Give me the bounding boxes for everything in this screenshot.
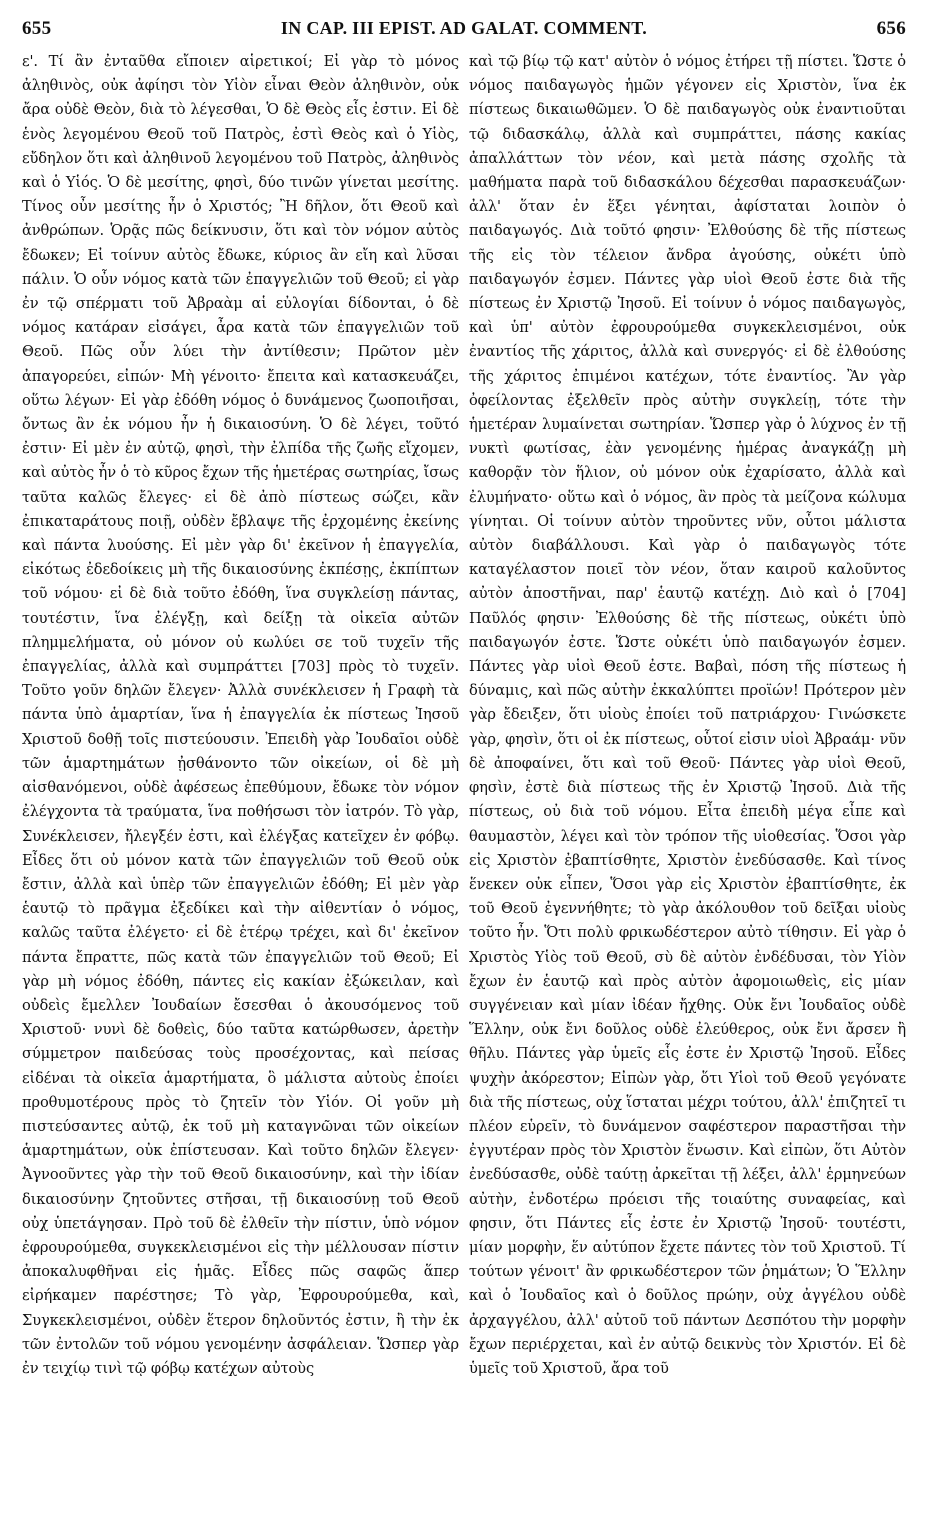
left-column-text: ε'. Τί ἂν ἐνταῦθα εἴποιεν αἱρετικοί; Εἰ γὰρ τὸ μόνος ἀληθινὸς, οὐκ ἀφίησι τὸν Υἱὸν εἶναι Θεὸν ἀληθινὸν, οὐκ ἄρα οὐδὲ Θεὸν, διὰ τὸ λέγεσθαι, Ὁ δὲ Θεὸς εἷς ἐστιν. Εἰ δὲ ἑνὸς λεγομένου Θεοῦ τοῦ Πατρὸς, ἐστὶ Θεὸς καὶ ὁ Υἱὸς, εὔδηλον ὅτι καὶ ἀληθινοῦ λεγομένου τοῦ Πατρὸς, ἀληθινὸς καὶ ὁ Υἱός. Ὁ δὲ μεσίτης, φησὶ, δύο τινῶν γίνεται μεσίτης. Τίνος οὖν μεσίτης ἦν ὁ Χριστός; Ἢ δῆλον, ὅτι Θεοῦ καὶ ἀνθρώπων. Ὁρᾷς πῶς δείκνυσιν, ὅτι καὶ τὸν νόμον αὐτὸς ἔδωκεν; Εἰ τοίνυν αὐτὸς ἔδωκε, κύριος ἂν εἴη καὶ λῦσαι πάλιν. Ὁ οὖν νόμος κατὰ τῶν ἐπαγγελιῶν τοῦ Θεοῦ; εἰ γὰρ ἐν τῷ σπέρματι τοῦ Ἀβραὰμ αἱ εὐλογίαι δίδονται, ὁ δὲ νόμος κατάραν εἰσάγει, ἆρα κατὰ τῶν ἐπαγγελιῶν τοῦ Θεοῦ. Πῶς οὖν λύει τὴν ἀντίθεσιν; Πρῶτον μὲν ἀπαγορεύει, εἰπών· Μὴ γένοιτο· ἔπειτα καὶ κατασκευάζει, οὕτω λέγων· Εἰ γὰρ ἐδόθη νόμος ὁ δυνάμενος ζωοποιῆσαι, ὄντως ἂν ἐκ νόμου ἦν ἡ δικαιοσύνη. Ὁ δὲ λέγει, τοῦτό ἐστιν· Εἰ μὲν ἐν αὐτῷ, φησὶ, τὴν ἐλπίδα τῆς ζωῆς εἴχομεν, καὶ αὐτὸς ἦν ὁ τὸ κῦρος ἔχων τῆς ἡμετέρας σωτηρίας, ἴσως ταῦτα καλῶς ἔλεγες· εἰ δὲ ἀπὸ πίστεως σώζει, κἂν ἐπικαταράτους ποιῇ, οὐδὲν ἔβλαψε τῆς ἐρχομένης ἐκείνης καὶ πάντα λυούσης. Εἰ μὲν γὰρ δι' ἐκεῖνον ἡ ἐπαγγελία, εἰκότως ἐδεδοίκεις μὴ τῆς δικαιοσύνης ἐκπέσῃς, ἐκπίπτων τοῦ νόμου· εἰ δὲ διὰ τοῦτο ἐδόθη, ἵνα συγκλείσῃ πάντας, τουτέστιν, ἵνα ἐλέγξῃ, καὶ δείξῃ τὰ οἰκεῖα αὐτῶν πλημμελήματα, οὐ μόνον οὐ κωλύει σε τοῦ τυχεῖν τῆς ἐπαγγελίας, ἀλλὰ καὶ συμπράττει [703] πρὸς τὸ τυχεῖν. Τοῦτο γοῦν δηλῶν ἔλεγεν· Ἀλλὰ συνέκλεισεν ἡ Γραφὴ τὰ πάντα ὑπὸ ἁμαρτίαν, ἵνα ἡ ἐπαγγελία ἐκ πίστεως Ἰησοῦ Χριστοῦ δοθῇ τοῖς πιστεύουσιν. Ἐπειδὴ γὰρ Ἰουδαῖοι οὐδὲ τῶν ἁμαρτημάτων ᾐσθάνοντο τῶν οἰκείων, οἱ δὲ μὴ αἰσθανόμενοι, οὐδὲ ἀφέσεως ἐπεθύμουν, ἔδωκε τὸν νόμον ἐλέγχοντα τὰ τραύματα, ἵνα ποθήσωσι τὸν ἰατρόν. Τὸ γὰρ, Συνέκλεισεν, ἤλεγξέν ἐστι, καὶ ἐλέγξας κατεῖχεν ἐν φόβῳ. Εἶδες ὅτι οὐ μόνον κατὰ τῶν ἐπαγγελιῶν τοῦ Θεοῦ οὐκ ἔστιν, ἀλλὰ καὶ ὑπὲρ τῶν ἐπαγγελιῶν ἐδόθη; Εἰ μὲν γὰρ ἑαυτῷ τὸ πρᾶγμα ἐξεδίκει καὶ τὴν αἰθεντίαν ὁ νόμος, καλῶς ταῦτα ἐλέγετο· εἰ δὲ ἑτέρῳ τρέχει, καὶ δι' ἐκεῖνον πάντα ἔπραττε, πῶς κατὰ τῶν ἐπαγγελιῶν τοῦ Θεοῦ; Εἰ γὰρ μὴ νόμος ἐδόθη, πάντες εἰς κακίαν ἐξώκειλαν, καὶ οὐδεὶς ἔμελλεν Ἰουδαίων ἔσεσθαι ὁ ἀκουσόμενος τοῦ Χριστοῦ· νυνὶ δὲ δοθεὶς, δύο ταῦτα κατώρθωσεν, ἀρετὴν σύμμετρον παιδεύσας τοὺς προσέχοντας, καὶ πείσας εἰδέναι τὰ οἰκεῖα ἁμαρτήματα, ὃ μάλιστα αὐτοὺς ἐποίει προθυμοτέρους πρὸς τὸ ζητεῖν τὸν Υἱόν. Οἱ γοῦν μὴ πιστεύσαντες αὐτῷ, ἐκ τοῦ μὴ καταγνῶναι τῶν οἰκείων ἁμαρτημάτων, οὐκ ἐπίστευσαν. Καὶ τοῦτο δηλῶν ἔλεγεν· Ἀγνοοῦντες γὰρ τὴν τοῦ Θεοῦ δικαιοσύνην, καὶ τὴν ἰδίαν δικαιοσύνην ζητοῦντες στῆσαι, τῇ δικαιοσύνῃ τοῦ Θεοῦ οὐχ ὑπετάγησαν. Πρὸ τοῦ δὲ ἐλθεῖν τὴν πίστιν, ὑπὸ νόμον ἐφρουρούμεθα, συγκεκλεισμένοι εἰς τὴν μέλλουσαν πίστιν ἀποκαλυφθῆναι εἰς ἡμᾶς. Εἶδες πῶς σαφῶς ἅπερ εἰρήκαμεν παρέστησε; Τὸ γὰρ, Ἐφρουρούμεθα, καὶ, Συγκεκλεισμένοι, οὐδὲν ἕτερον δηλοῦντός ἐστιν, ἢ τὴν ἐκ τῶν ἐντολῶν τοῦ νόμου γενομένην ἀσφάλειαν. Ὥσπερ γὰρ ἐν τειχίῳ τινὶ τῷ φόβῳ κατέχων αὐτοὺς (22, 53, 459, 1377)
page-number-left: 655 (22, 18, 52, 39)
left-column (22, 50, 459, 1381)
right-column (469, 50, 906, 1381)
running-title: IN CAP. III EPIST. AD GALAT. COMMENT. (280, 18, 648, 38)
running-header (22, 18, 906, 48)
right-column-text: καὶ τῷ βίῳ τῷ κατ' αὐτὸν ὁ νόμος ἐτήρει τῇ πίστει. Ὥστε ὁ νόμος παιδαγωγὸς ἡμῶν γέγονεν εἰς Χριστὸν, ἵνα ἐκ πίστεως δικαιωθῶμεν. Ὁ δὲ παιδαγωγὸς οὐκ ἐναντιοῦται τῷ διδασκάλῳ, ἀλλὰ καὶ συμπράττει, πάσης κακίας ἀπαλλάττων τὸν νέον, καὶ μετὰ πάσης σχολῆς τὰ μαθήματα παρὰ τοῦ διδασκάλου δέχεσθαι παρασκευάζων· ἀλλ' ὅταν ἐν ἕξει γένηται, ἀφίσταται λοιπὸν ὁ παιδαγωγός. Διὰ τοῦτό φησιν· Ἐλθούσης δὲ τῆς πίστεως τῆς εἰς τὸν τέλειον ἄνδρα ἀγούσης, οὐκέτι ὑπὸ παιδαγωγόν ἐσμεν. Πάντες γὰρ υἱοὶ Θεοῦ ἐστε διὰ τῆς πίστεως ἐν Χριστῷ Ἰησοῦ. Εἰ τοίνυν ὁ νόμος παιδαγωγὸς, καὶ ὑπ' αὐτὸν ἐφρουρούμεθα συγκεκλεισμένοι, οὐκ ἐναντίος τῆς χάριτος, ἀλλὰ καὶ συνεργός· εἰ δὲ ἐλθούσης τῆς χάριτος ἐπιμένοι κατέχων, τότε ἐναντίος. Ἂν γὰρ ὀφείλοντας ἐξελθεῖν πρὸς αὐτὴν συγκλείῃ, τότε τὴν ἡμετέραν λυμαίνεται σωτηρίαν. Ὥσπερ γὰρ ὁ λύχνος ἐν τῇ νυκτὶ φωτίσας, ἐὰν γενομένης ἡμέρας ἀναγκάζῃ μὴ καθορᾷν τὸν ἥλιον, οὐ μόνον οὐκ ἐχαρίσατο, ἀλλὰ καὶ ἐλυμήνατο· οὕτω καὶ ὁ νόμος, ἂν πρὸς τὰ μείζονα κώλυμα γίνηται. Οἱ τοίνυν αὐτὸν τηροῦντες νῦν, οὗτοι μάλιστα αὐτὸν διαβάλλουσι. Καὶ γὰρ ὁ παιδαγωγὸς τότε καταγέλαστον ποιεῖ τὸν νέον, ὅταν καιροῦ καλοῦντος αὐτὸν ἀποστῆναι, παρ' ἑαυτῷ κατέχῃ. Διὸ καὶ ὁ [704] Παῦλός φησιν· Ἐλθούσης δὲ τῆς πίστεως, οὐκέτι ὑπὸ παιδαγωγόν ἐστε. Ὥστε οὐκέτι ὑπὸ παιδαγωγόν ἐσμεν. Πάντες γὰρ υἱοὶ Θεοῦ ἐστε. Βαβαὶ, πόση τῆς πίστεως ἡ δύναμις, καὶ πῶς αὐτὴν ἐκκαλύπτει προϊών! Πρότερον μὲν γὰρ ἔδειξεν, ὅτι υἱοὺς ἐποίει τοῦ πατριάρχου· Γινώσκετε γὰρ, φησὶν, ὅτι οἱ ἐκ πίστεως, οὗτοί εἰσιν υἱοὶ Ἀβραάμ· νῦν δὲ ἀποφαίνει, ὅτι καὶ τοῦ Θεοῦ· Πάντες γὰρ υἱοὶ Θεοῦ, φησὶν, ἐστὲ διὰ πίστεως τῆς ἐν Χριστῷ Ἰησοῦ. Διὰ τῆς πίστεως, οὐ διὰ τοῦ νόμου. Εἶτα ἐπειδὴ μέγα εἶπε καὶ θαυμαστὸν, λέγει καὶ τὸν τρόπον τῆς υἱοθεσίας. Ὅσοι γὰρ εἰς Χριστὸν ἐβαπτίσθητε, Χριστὸν ἐνεδύσασθε. Καὶ τίνος ἕνεκεν οὐκ εἶπεν, Ὅσοι γὰρ εἰς Χριστὸν ἐβαπτίσθητε, ἐκ τοῦ Θεοῦ ἐγεννήθητε; τὸ γὰρ ἀκόλουθον τοῦ δεῖξαι υἱοὺς τοῦτο ἦν. Ὅτι πολὺ φρικωδέστερον αὐτὸ τίθησιν. Εἰ γὰρ ὁ Χριστὸς Υἱὸς τοῦ Θεοῦ, σὺ δὲ αὐτὸν ἐνδέδυσαι, τὸν Υἱὸν ἔχων ἐν ἑαυτῷ καὶ πρὸς αὐτὸν ἀφομοιωθεὶς, εἰς μίαν συγγένειαν καὶ μίαν ἰδέαν ἤχθης. Οὐκ ἔνι Ἰουδαῖος οὐδὲ Ἕλλην, οὐκ ἔνι δοῦλος οὐδὲ ἐλεύθερος, οὐκ ἔνι ἄρσεν ἢ θῆλυ. Πάντες γὰρ ὑμεῖς εἷς ἐστε ἐν Χριστῷ Ἰησοῦ. Εἶδες ψυχὴν ἀκόρεστον; Εἰπὼν γὰρ, ὅτι Υἱοὶ τοῦ Θεοῦ γεγόνατε διὰ τῆς πίστεως, οὐχ ἵσταται μέχρι τούτου, ἀλλ' ἐπιζητεῖ τι πλέον εὑρεῖν, τὸ δυνάμενον σαφέστερον παραστῆσαι τὴν ἐγγυτέραν πρὸς τὸν Χριστὸν ἕνωσιν. Καὶ εἰπὼν, ὅτι Αὐτὸν ἐνεδύσασθε, οὐδὲ ταύτῃ ἀρκεῖται τῇ λέξει, ἀλλ' ἑρμηνεύων αὐτὴν, ἐνδοτέρω πρόεισι τῆς τοιαύτης συναφείας, καὶ φησιν, ὅτι Πάντες εἷς ἐστε ἐν Χριστῷ Ἰησοῦ· τουτέστι, μίαν μορφὴν, ἕν αὐτύπον ἔχετε πάντες τὸν τοῦ Χριστοῦ. Τί τούτων γένοιτ' ἂν φρικωδέστερον τῶν ῥημάτων; Ὁ Ἕλλην καὶ ὁ Ἰουδαῖος καὶ ὁ δοῦλος πρώην, οὐχ ἀγγέλου οὐδὲ ἀρχαγγέλου, ἀλλ' αὐτοῦ τοῦ πάντων Δεσπότου τὴν μορφὴν ἔχων περιέρχεται, καὶ ἐν αὐτῷ δεικνὺς τὸν Χριστόν. Εἰ δὲ ὑμεῖς τοῦ Χριστοῦ, ἄρα τοῦ (469, 53, 906, 1377)
page-number-right: 656 (876, 18, 906, 39)
text-columns (22, 50, 906, 1381)
